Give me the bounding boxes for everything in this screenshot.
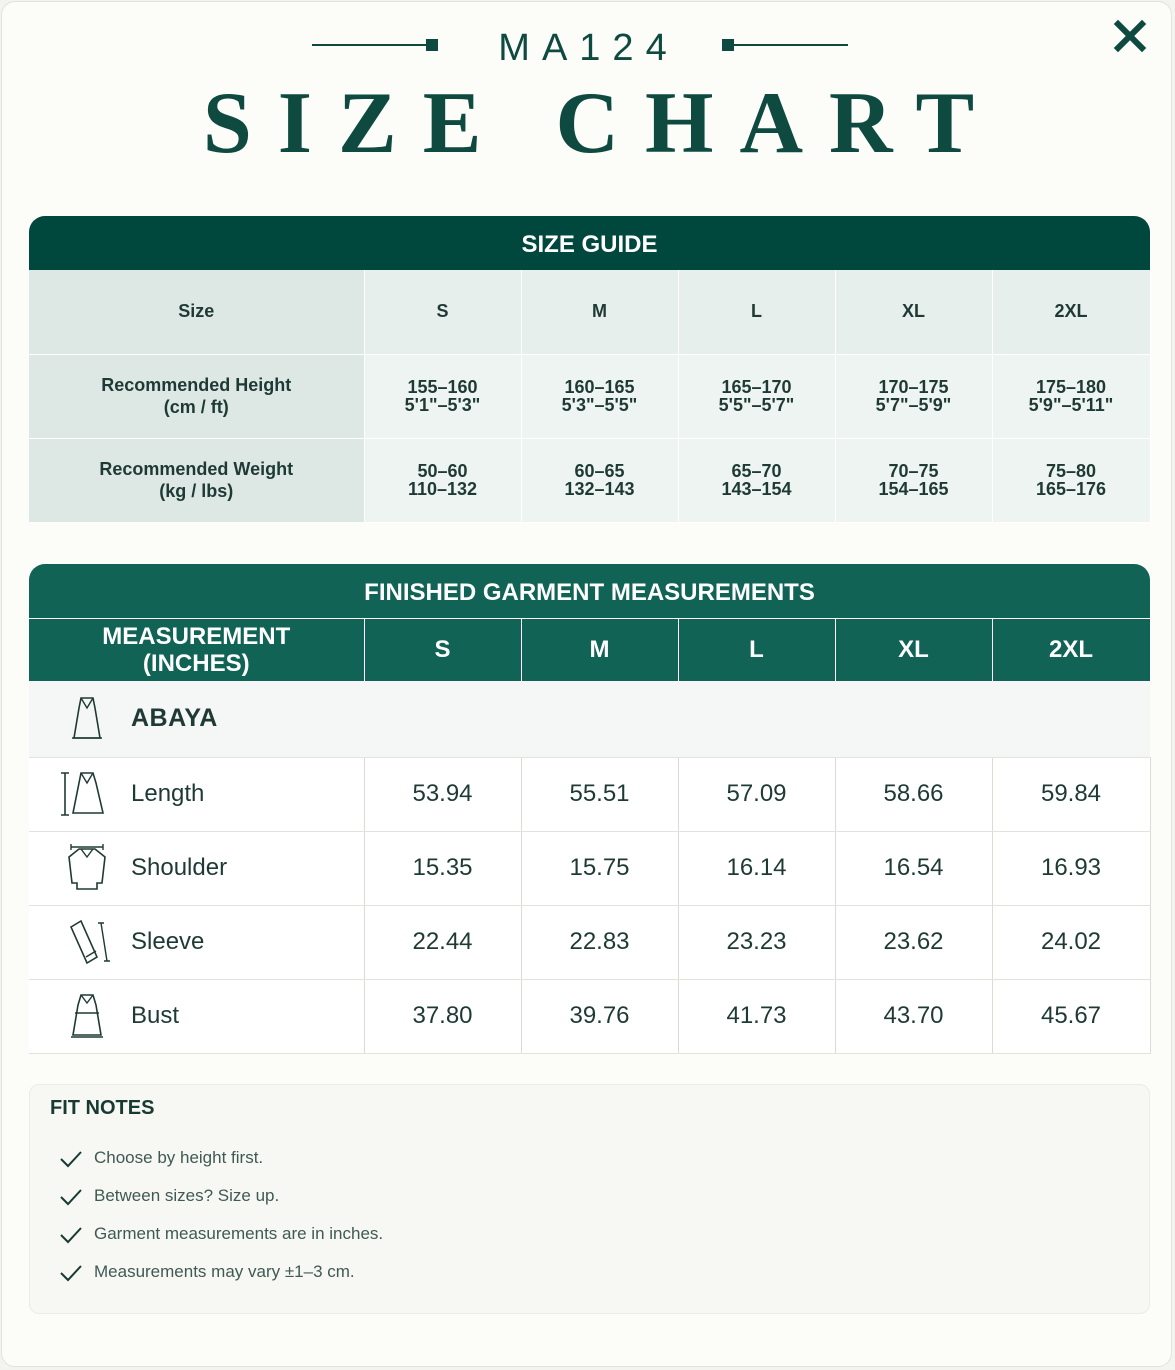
measurements-table (29, 619, 1151, 1054)
weight-s: 50–60 110–132 (364, 438, 521, 522)
height-row (29, 354, 1150, 438)
category-label: ABAYA (131, 704, 218, 733)
bust-l: 41.73 (678, 979, 835, 1053)
height-m: 160–165 5'3"–5'5" (521, 354, 678, 438)
check-icon (58, 1221, 84, 1247)
measure-col-s: S (364, 619, 521, 681)
length-2xl: 59.84 (992, 757, 1150, 831)
size-guide-title: SIZE GUIDE (29, 216, 1150, 270)
height-2xl: 175–180 5'9"–5'11" (992, 354, 1150, 438)
height-l: 165–170 5'5"–5'7" (678, 354, 835, 438)
fit-notes-panel (29, 1084, 1150, 1314)
size-col-l: L (678, 270, 835, 354)
metric-label-length: Length (131, 780, 205, 807)
list-item (58, 1143, 263, 1173)
measurements-title: FINISHED GARMENT MEASUREMENTS (29, 564, 1150, 618)
metric-label-bust: Bust (131, 1002, 180, 1029)
measurement-header-label: MEASUREMENT (INCHES) (29, 619, 364, 681)
list-item (58, 1219, 383, 1249)
model-code: MA124 (498, 27, 679, 69)
weight-m: 60–65 132–143 (521, 438, 678, 522)
table-row (29, 757, 1150, 831)
sleeve-m: 22.83 (521, 905, 678, 979)
fit-notes-title: FIT NOTES (50, 1097, 155, 1119)
bust-2xl: 45.67 (992, 979, 1150, 1053)
measure-col-2xl: 2XL (992, 619, 1150, 681)
shoulder-xl: 16.54 (835, 831, 992, 905)
size-col-s: S (364, 270, 521, 354)
list-item (58, 1181, 279, 1211)
metric-label-shoulder: Shoulder (131, 854, 228, 881)
measure-col-m: M (521, 619, 678, 681)
measure-col-l: L (678, 619, 835, 681)
fit-note-text: Choose by height first. (94, 1148, 264, 1167)
size-col-m: M (521, 270, 678, 354)
sleeve-2xl: 24.02 (992, 905, 1150, 979)
weight-2xl: 75–80 165–176 (992, 438, 1150, 522)
size-guide-table (29, 270, 1151, 523)
weight-label: Recommended Weight (kg / lbs) (29, 438, 364, 522)
table-row (29, 905, 1150, 979)
table-row (29, 831, 1150, 905)
sleeve-s: 22.44 (364, 905, 521, 979)
shoulder-icon (57, 843, 117, 893)
metric-label-sleeve: Sleeve (131, 928, 205, 955)
fit-note-text: Between sizes? Size up. (94, 1186, 280, 1205)
height-label: Recommended Height (cm / ft) (29, 354, 364, 438)
height-xl: 170–175 5'7"–5'9" (835, 354, 992, 438)
shoulder-s: 15.35 (364, 831, 521, 905)
size-chart-panel (1, 1, 1172, 1367)
size-col-2xl: 2XL (992, 270, 1150, 354)
bust-icon (57, 991, 117, 1041)
height-s: 155–160 5'1"–5'3" (364, 354, 521, 438)
weight-xl: 70–75 154–165 (835, 438, 992, 522)
size-header-label: Size (29, 270, 364, 354)
length-s: 53.94 (364, 757, 521, 831)
measurements-header-row (29, 619, 1150, 681)
sleeve-xl: 23.62 (835, 905, 992, 979)
size-guide-header-row (29, 270, 1150, 354)
abaya-icon (57, 694, 117, 744)
page-title: SIZE CHART (202, 75, 1001, 172)
check-icon (58, 1145, 84, 1171)
list-item (58, 1257, 355, 1287)
size-col-xl: XL (835, 270, 992, 354)
table-row (29, 979, 1150, 1053)
length-icon (57, 769, 117, 819)
bust-xl: 43.70 (835, 979, 992, 1053)
sleeve-l: 23.23 (678, 905, 835, 979)
sleeve-icon (57, 917, 117, 967)
length-xl: 58.66 (835, 757, 992, 831)
check-icon (58, 1259, 84, 1285)
bust-s: 37.80 (364, 979, 521, 1053)
category-row (29, 681, 1150, 757)
bust-m: 39.76 (521, 979, 678, 1053)
check-icon (58, 1183, 84, 1209)
shoulder-m: 15.75 (521, 831, 678, 905)
measure-col-xl: XL (835, 619, 992, 681)
fit-note-text: Measurements may vary ±1–3 cm. (94, 1262, 355, 1281)
length-l: 57.09 (678, 757, 835, 831)
weight-row (29, 438, 1150, 522)
weight-l: 65–70 143–154 (678, 438, 835, 522)
shoulder-2xl: 16.93 (992, 831, 1150, 905)
length-m: 55.51 (521, 757, 678, 831)
fit-note-text: Garment measurements are in inches. (94, 1224, 384, 1243)
shoulder-l: 16.14 (678, 831, 835, 905)
